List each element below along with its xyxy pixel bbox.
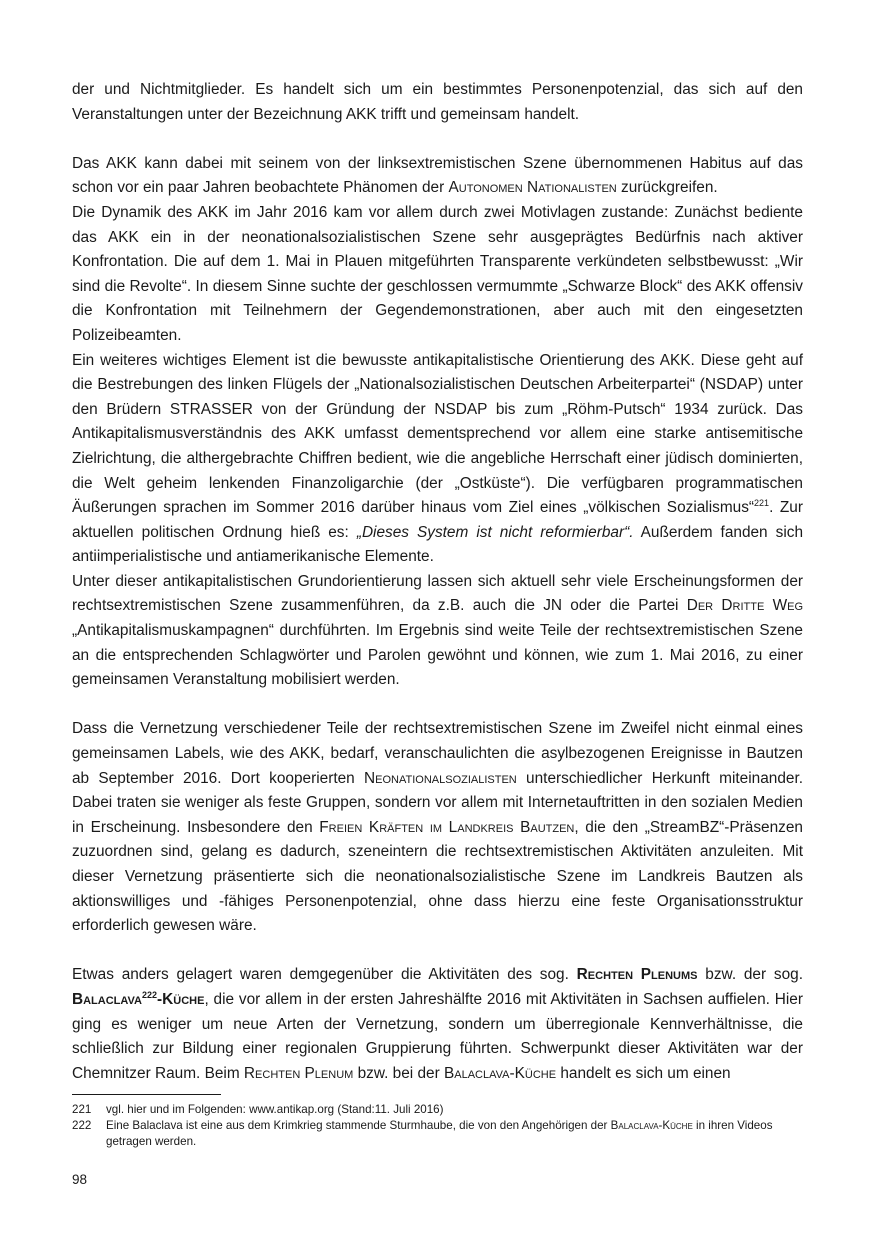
footnote-text <box>106 1102 803 1118</box>
text-run: der und Nichtmitglieder. Es handelt sich um ein bestimmtes Personenpotenzial, das sich auf den Veranstaltungen unter der Bezeichnung AKK trifft und gemeinsam handelt. <box>72 81 803 123</box>
paragraph <box>72 152 803 201</box>
text-run: bzw. der sog. <box>697 966 803 984</box>
footnote-number: 222 <box>72 1119 92 1132</box>
body-text <box>72 78 803 1086</box>
text-run: bzw. bei der <box>353 1064 444 1082</box>
text-run: Das AKK kann dabei mit seinem von der linksextremistischen Szene übernommenen Habitus auf das schon vor ein paar Jahren beobachtete Phänomen der <box>72 154 803 197</box>
text-run: -Küche <box>157 990 205 1008</box>
text-run: Eine Balaclava ist eine aus dem Krimkrieg stammende Sturmhaube, die von den Angehörigen der <box>106 1119 611 1132</box>
text-run: Die Dynamik des AKK im Jahr 2016 kam vor allem durch zwei Motivlagen zustande: Zunächst bediente das AKK ein in der neonationalsozialistischen Szene sehr ausgeprägtes Bedürfnis nach aktiver Konfrontation. Die auf dem 1. Mai in Plauen mitgeführten Transparente verkündeten selbstbewusst: „Wir sind die Revolte“. In diesem Sinne suchte der geschlossen vermummte „Schwarze Block“ des AKK offensiv die Konfrontation mit Teilnehmern der Gegendemonstrationen, aber auch mit den eingesetzten Polizeibeamten. <box>72 203 803 344</box>
text-run: „Dieses System ist nicht reformierbar“. <box>356 523 634 541</box>
paragraph-spacer <box>72 127 803 152</box>
paragraph <box>72 349 803 570</box>
text-run: Balaclava <box>72 990 142 1008</box>
footnote <box>72 1102 803 1118</box>
footnote-text <box>106 1118 803 1150</box>
text-run: Autonomen Nationalisten <box>448 179 617 197</box>
text-run: unterschiedlicher Herkunft miteinander. Dabei traten sie weniger als feste Gruppen, sondern vor allem mit Internetauftritten in den sozialen Medien in Erscheinung. Insbesondere den <box>72 769 803 836</box>
footnote-rule <box>72 1094 221 1095</box>
text-run: Dass die Vernetzung verschiedener Teile der rechtsextremistischen Szene im Zweifel nicht einmal eines gemeinsamen Labels, wie des AKK, bedarf, veranschaulichten die asylbezogenen Ereignisse in Bautzen ab September 2016. Dort kooperierten <box>72 720 803 787</box>
text-run: . Zur aktuellen politischen Ordnung hieß es: <box>72 499 803 541</box>
text-run: Ein weiteres wichtiges Element ist die bewusste antikapitalistische Orientierung des AKK. Diese geht auf die Bestrebungen des linken Flügels der „Nationalsozialistischen Deutschen Arbeiterpartei“ (NSDAP) unter den Brüdern STRASSER von der Gründung der NSDAP bis zum „Röhm-Putsch“ 1934 zurück. Das Antikapitalismusverständnis des AKK umfasst dementsprechend vor allem eine starke antisemitische Zielrichtung, die althergebrachte Chiffren bedient, wie die angebliche Herrschaft einer jüdisch dominierten, die Welt geheim lenkenden Finanzoligarchie (der „Ostküste“). Die verfügbaren programmatischen Äußerungen sprachen im Sommer 2016 darüber hinaus vom Ziel eines „völkischen Sozialismus“ <box>72 351 803 517</box>
footnote <box>72 1118 803 1150</box>
page-number: 98 <box>72 1172 88 1187</box>
paragraph <box>72 201 803 349</box>
paragraph <box>72 717 803 938</box>
paragraph <box>72 963 803 1086</box>
text-run: Unter dieser antikapitalistischen Grundorientierung lassen sich aktuell sehr viele Erscheinungsformen der rechtsextremistischen Szene zusammenführen, da z.B. auch die JN oder die Partei <box>72 572 803 615</box>
text-run: , die den „StreamBZ“-Präsenzen zuzuordnen sind, gelang es dadurch, szeneintern die rechtsextremistischen Aktivitäten anzuleiten. Mit dieser Vernetzung präsentierte sich die neonationalsozialistische Szene im Landkreis Bautzen als aktionswilliges und -fähiges Personenpotenzial, ohne dass hierzu eine feste Organisationsstruktur erforderlich gewesen wäre. <box>72 818 803 935</box>
text-run: Neonationalsozialisten <box>364 769 517 787</box>
text-run: zurückgreifen. <box>616 179 718 197</box>
text-run: „Antikapitalismuskampagnen“ durchführten. Im Ergebnis sind weite Teile der rechtsextremistischen Szene an die entsprechenden Schlagwörter und Parolen gewöhnt und können, wie zum 1. Mai 2016, zu einer gemeinsamen Veranstaltung mobilisiert werden. <box>72 622 803 689</box>
paragraph-spacer <box>72 693 803 718</box>
text-run: Etwas anders gelagert waren demgegenüber die Aktivitäten des sog. <box>72 966 577 984</box>
text-run: Rechten Plenum <box>243 1064 354 1082</box>
text-run: Balaclava-Küche <box>444 1064 557 1082</box>
footnote-ref: 222 <box>141 989 158 1000</box>
text-run: Freien Kräften im Landkreis Bautzen <box>319 818 575 836</box>
text-run: vgl. hier und im Folgenden: www.antikap.org (Stand:11. Juli 2016) <box>106 1103 444 1116</box>
text-run: in ihren Videos getragen werden. <box>106 1119 773 1148</box>
paragraph <box>72 78 803 127</box>
text-run: , die vor allem in der ersten Jahreshälfte 2016 mit Aktivitäten in Sachsen auffielen. Hier ging es weniger um neue Arten der Vernetzung, sondern um überregionale Kennverhältnisse, die schließlich zur Bildung einer regionalen Gruppierung führten. Schwerpunkt dieser Aktivitäten war der Chemnitzer Raum. Beim <box>72 990 803 1082</box>
text-run: Der Dritte Weg <box>686 597 803 615</box>
paragraph-spacer <box>72 939 803 964</box>
text-run: Rechten Plenums <box>576 966 698 984</box>
text-run: Außerdem fanden sich antiimperialistische und antiamerikanische Elemente. <box>72 523 804 566</box>
text-run: handelt es sich um einen <box>556 1064 731 1082</box>
footnotes <box>72 1102 803 1150</box>
paragraph <box>72 570 803 693</box>
footnote-number: 221 <box>72 1103 92 1116</box>
text-run: Balaclava-Küche <box>610 1119 693 1132</box>
footnote-ref: 221 <box>754 497 770 508</box>
